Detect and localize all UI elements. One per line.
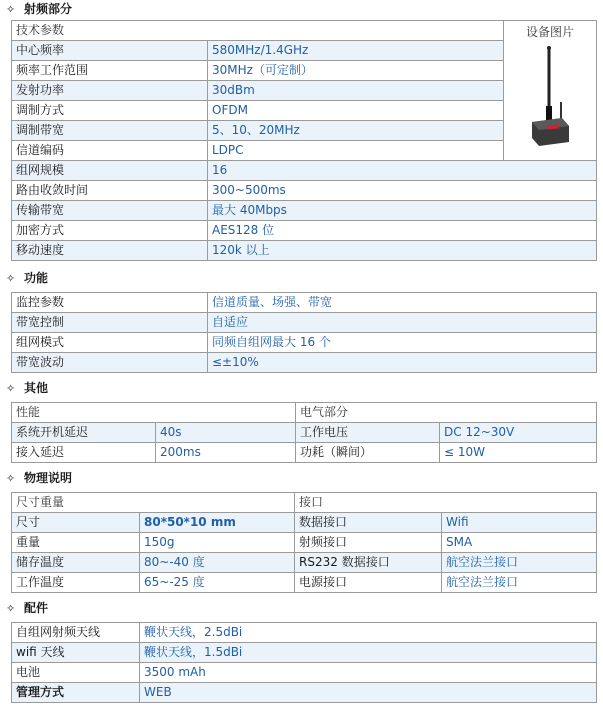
row-label: 调制方式 — [12, 101, 208, 121]
table-row — [12, 293, 597, 313]
row-value: 300~500ms — [208, 181, 597, 201]
row-value: SMA — [442, 533, 597, 553]
row-label: 电池 — [12, 663, 140, 683]
section-title-other — [6, 380, 48, 396]
row-label: 功耗（瞬间） — [296, 443, 440, 463]
left-header: 尺寸重量 — [12, 493, 295, 513]
section-title-text: 物理说明 — [24, 471, 73, 485]
device-image — [525, 46, 575, 150]
table-row — [12, 161, 597, 181]
table-row — [12, 573, 597, 593]
table-row — [12, 423, 597, 443]
row-value: AES128 位 — [208, 221, 597, 241]
table-row — [12, 533, 597, 553]
section-title-text: 功能 — [24, 271, 49, 285]
row-value: 580MHz/1.4GHz — [208, 41, 504, 61]
row-value: 200ms — [156, 443, 296, 463]
table-row — [12, 643, 597, 663]
row-label: 电源接口 — [295, 573, 442, 593]
row-value: 鞭状天线，2.5dBi — [140, 623, 597, 643]
row-value: 5、10、20MHz — [208, 121, 504, 141]
row-label: 尺寸 — [12, 513, 140, 533]
section-title-text: 其他 — [24, 381, 49, 395]
table-row — [12, 181, 597, 201]
device-image-cell — [504, 21, 597, 161]
row-value: WEB — [140, 683, 597, 703]
row-label: 射频接口 — [295, 533, 442, 553]
row-label: 数据接口 — [295, 513, 442, 533]
row-value: ≤ 10W — [440, 443, 597, 463]
row-value: 鞭状天线，1.5dBi — [140, 643, 597, 663]
row-value: 30dBm — [208, 81, 504, 101]
row-label: 发射功率 — [12, 81, 208, 101]
row-value: 航空法兰接口 — [442, 573, 597, 593]
row-label: 自组网射频天线 — [12, 623, 140, 643]
section-title-func — [6, 270, 48, 286]
row-value: Wifi — [442, 513, 597, 533]
row-label: 频率工作范围 — [12, 61, 208, 81]
table-row — [12, 353, 597, 373]
row-value: 80~-40 度 — [140, 553, 295, 573]
row-label: RS232 数据接口 — [295, 553, 442, 573]
diamond-bullet-icon: ✧ — [6, 382, 16, 395]
row-label: 路由收敛时间 — [12, 181, 208, 201]
row-label: 带宽波动 — [12, 353, 208, 373]
row-label: 储存温度 — [12, 553, 140, 573]
row-value: 最大 40Mbps — [208, 201, 597, 221]
table-row — [12, 513, 597, 533]
table-row — [12, 553, 597, 573]
table-row — [12, 201, 597, 221]
table-row — [12, 333, 597, 353]
table-row — [12, 443, 597, 463]
table-row — [12, 241, 597, 261]
row-value: 65~-25 度 — [140, 573, 295, 593]
section-title-text: 射频部分 — [24, 2, 73, 16]
row-label: 接入延迟 — [12, 443, 156, 463]
diamond-bullet-icon: ✧ — [6, 3, 16, 16]
row-label: 组网模式 — [12, 333, 208, 353]
acc-table — [11, 622, 597, 703]
row-value: 航空法兰接口 — [442, 553, 597, 573]
rf-table — [11, 20, 597, 261]
row-value: 80*50*10 mm — [140, 513, 295, 533]
table-row — [12, 683, 597, 703]
row-value: 3500 mAh — [140, 663, 597, 683]
diamond-bullet-icon: ✧ — [6, 472, 16, 485]
rf-header: 技术参数 — [12, 21, 504, 41]
section-title-text: 配件 — [24, 601, 49, 615]
section-title-rf — [6, 1, 72, 17]
row-value: ≤±10% — [208, 353, 597, 373]
row-label: 管理方式 — [12, 683, 140, 703]
func-table — [11, 292, 597, 373]
row-value: 自适应 — [208, 313, 597, 333]
table-row — [12, 663, 597, 683]
row-label: 传输带宽 — [12, 201, 208, 221]
row-label: 移动速度 — [12, 241, 208, 261]
row-value: 40s — [156, 423, 296, 443]
table-row — [12, 403, 597, 423]
row-label: 调制带宽 — [12, 121, 208, 141]
row-value: 信道质量、场强、带宽 — [208, 293, 597, 313]
right-header: 接口 — [295, 493, 597, 513]
section-title-phys — [6, 470, 72, 486]
right-header: 电气部分 — [296, 403, 597, 423]
row-value: OFDM — [208, 101, 504, 121]
table-row — [12, 493, 597, 513]
phys-table — [11, 492, 597, 593]
row-value: 150g — [140, 533, 295, 553]
table-row — [12, 623, 597, 643]
row-label: 工作温度 — [12, 573, 140, 593]
row-value: 120k 以上 — [208, 241, 597, 261]
row-label: 中心频率 — [12, 41, 208, 61]
row-value: LDPC — [208, 141, 504, 161]
row-label: 工作电压 — [296, 423, 440, 443]
row-label: 系统开机延迟 — [12, 423, 156, 443]
row-label: 组网规模 — [12, 161, 208, 181]
table-row — [12, 221, 597, 241]
row-label: 信道编码 — [12, 141, 208, 161]
table-row — [12, 313, 597, 333]
row-label: 加密方式 — [12, 221, 208, 241]
row-value: 同频自组网最大 16 个 — [208, 333, 597, 353]
diamond-bullet-icon: ✧ — [6, 602, 16, 615]
diamond-bullet-icon: ✧ — [6, 272, 16, 285]
row-value: 16 — [208, 161, 597, 181]
row-label: 带宽控制 — [12, 313, 208, 333]
other-table — [11, 402, 597, 463]
row-label: 监控参数 — [12, 293, 208, 313]
row-value: DC 12~30V — [440, 423, 597, 443]
left-header: 性能 — [12, 403, 296, 423]
row-value: 30MHz（可定制） — [208, 61, 504, 81]
row-label: wifi 天线 — [12, 643, 140, 663]
row-label: 重量 — [12, 533, 140, 553]
section-title-acc — [6, 600, 48, 616]
table-row — [12, 21, 597, 41]
device-image-caption: 设备图片 — [526, 25, 575, 39]
